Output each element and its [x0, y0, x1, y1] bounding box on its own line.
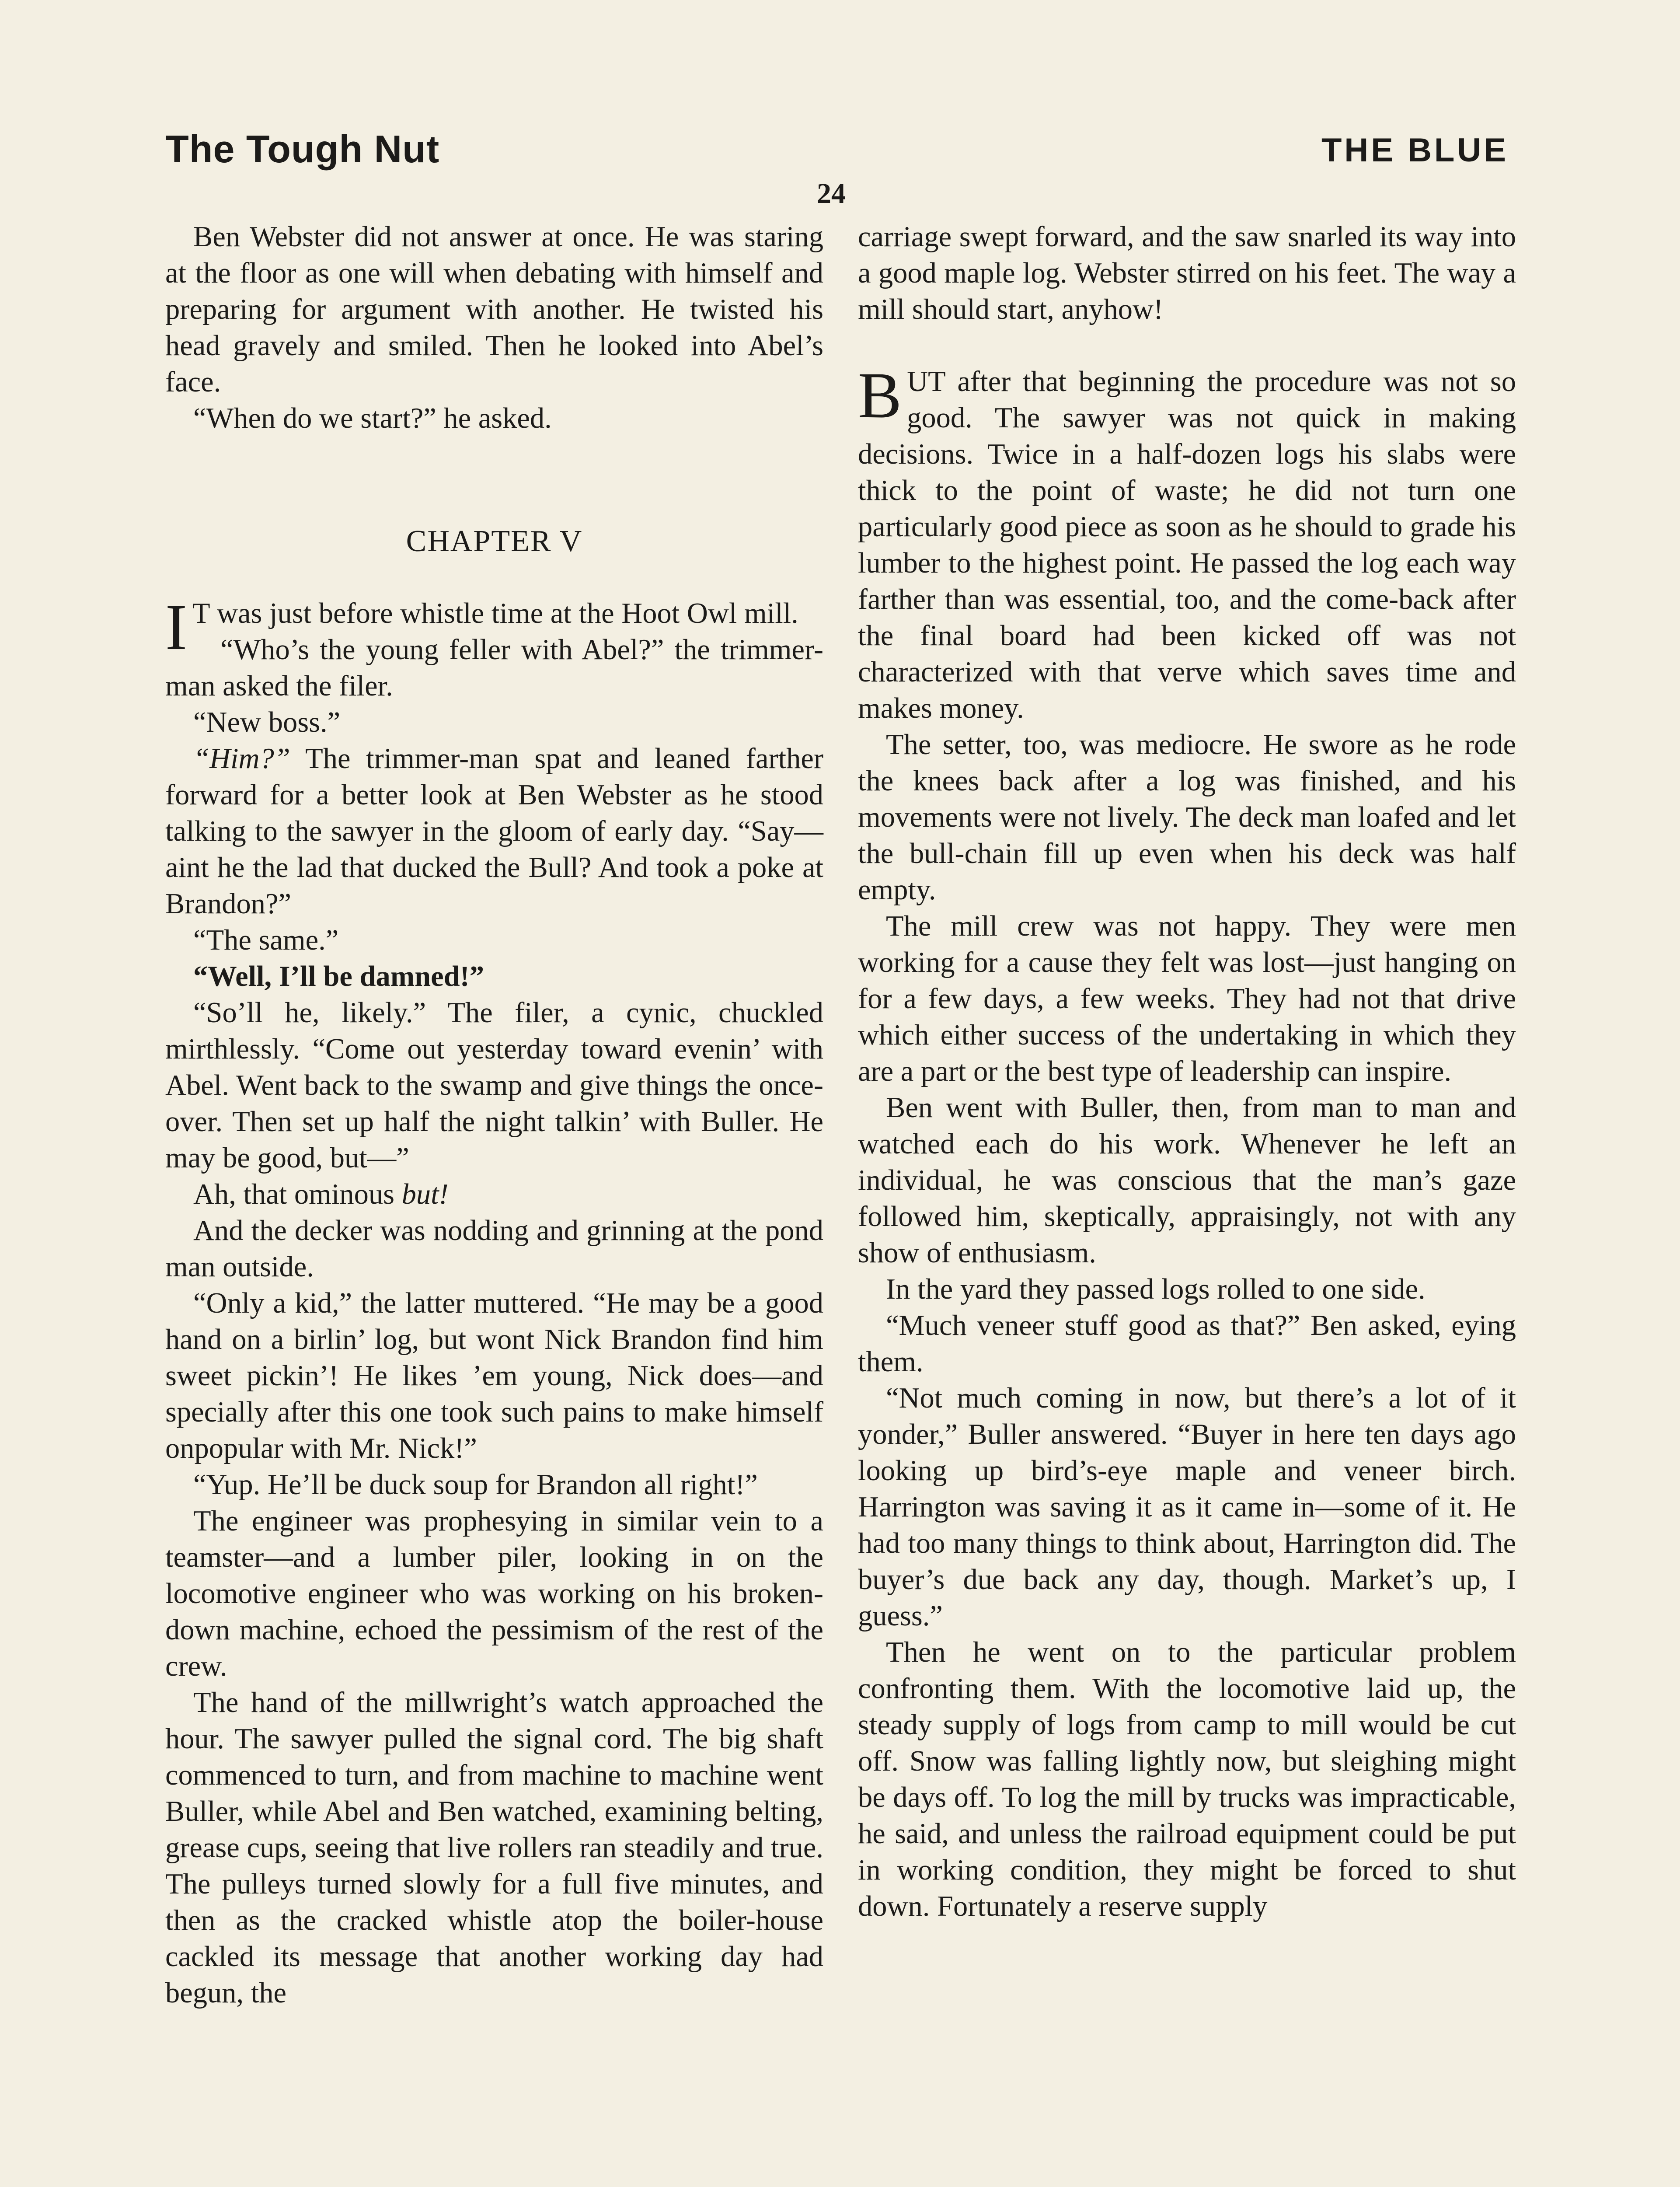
paragraph: carriage swept forward, and the saw snarled its way into a good maple log. Webster stirred on his feet. The way a mill should start, anyhow! — [858, 221, 1516, 325]
paragraph-with-dropcap — [165, 591, 823, 664]
drop-cap: B — [858, 359, 902, 432]
left-column — [165, 219, 823, 2011]
paragraph: The engineer was prophesying in similar vein to a teamster—and a lumber piler, looking in on the locomotive engineer who was working on his broken-down machine, echoed the pessimism of the rest of the crew. — [165, 1505, 823, 1682]
paragraph: The mill crew was not happy. They were men working for a cause they felt was lost—just hanging on for a few days, a few weeks. They had not that drive which either success of the undertaking in which they are a part or the best type of leadership can inspire. — [858, 910, 1516, 1087]
paragraph: Ben Webster did not answer at once. He was staring at the floor as one will when debating with himself and preparing for argument with another. He twisted his head gravely and smiled. Then he looked into Abel’s face. — [165, 221, 823, 398]
paragraph: Then he went on to the particular problem confronting them. With the locomotive laid up, the steady supply of logs from camp to mill would be cut off. Snow was falling lightly now, but sleighing might be days off. To log the mill by trucks was impracticable, he said, and unless the railroad equipment could be put in working condition, they might be forced to shut down. Fortunately a reserve supply — [858, 1636, 1516, 1922]
paragraph-text: UT after that beginning the procedure was not so good. The sawyer was not quick in making decisions. Twice in a half-dozen logs his slabs were thick to the point of waste; he did not turn one particularly good piece as soon as he should to grade his lumber to the highest point. He passed the log each way farther than was essential, too, and the come-back after the final board had been kicked off was not characterized with that verve which saves time and makes money. — [858, 366, 1516, 724]
paragraph: “So’ll he, likely.” The filer, a cynic, chuckled mirthlessly. “Come out yesterday toward evenin’ with Abel. Went back to the swamp and give things the once-over. Then set up half the night talkin’ with Buller. He may be good, but—” — [165, 997, 823, 1174]
italic-text: “Him?” — [193, 743, 290, 775]
paragraph: The setter, too, was mediocre. He swore as he rode the knees back after a log was finished, and his movements were not lively. The deck man loafed and let the bull-chain fill up even when his deck was half empty. — [858, 729, 1516, 906]
chapter-heading: CHAPTER V — [406, 524, 583, 558]
page-number: 24 — [817, 178, 846, 210]
paragraph: In the yard they passed logs rolled to one side. — [886, 1273, 1426, 1305]
paragraph — [165, 1176, 823, 1212]
drop-cap: I — [165, 591, 187, 664]
paragraph: “Who’s the young feller with Abel?” the trimmer-man asked the filer. — [165, 634, 823, 702]
paragraph: Ben went with Buller, then, from man to man and watched each do his work. Whenever he left an individual, he was conscious that the man’s gaze followed him, skeptically, appraisingly, not with any show of enthusiasm. — [858, 1092, 1516, 1269]
paragraph: “Much veneer stuff good as that?” Ben asked, eying them. — [858, 1310, 1516, 1378]
paragraph-with-dropcap — [858, 359, 1516, 727]
paragraph: “Only a kid,” the latter muttered. “He may be a good hand on a birlin’ log, but wont Nick Brandon find him sweet pickin’! He likes ’em young, Nick does—and specially after this one took such pains to make himself onpopular with Mr. Nick!” — [165, 1287, 823, 1464]
paragraph: “The same.” — [193, 924, 339, 956]
italic-text: but! — [401, 1178, 449, 1210]
right-column — [858, 219, 1516, 1925]
paragraph: “New boss.” — [193, 706, 341, 738]
paragraph — [165, 741, 823, 922]
paragraph: “When do we start?” he asked. — [193, 402, 552, 434]
paragraph: And the decker was nodding and grinning at the pond man outside. — [165, 1215, 823, 1283]
paragraph: “Yup. He’ll be duck soup for Brandon all right!” — [193, 1469, 758, 1501]
paragraph-text: T was just before whistle time at the Hoot Owl mill. — [192, 597, 798, 629]
paragraph: “Not much coming in now, but there’s a lot of it yonder,” Buller answered. “Buyer in here ten days ago looking up bird’s-eye maple and veneer birch. Harrington was saving it as it came in—some of it. He had too many things to think about, Harrington did. The buyer’s due back any day, though. Market’s up, I guess.” — [858, 1382, 1516, 1632]
story-title-header: The Tough Nut — [165, 127, 440, 171]
magazine-title-header: THE BLUE — [1321, 132, 1509, 169]
paragraph-text: Ah, that ominous — [193, 1178, 402, 1210]
paragraph: The hand of the millwright’s watch approached the hour. The sawyer pulled the signal cord. The big shaft commenced to turn, and from machine to machine went Buller, while Abel and Ben watched, examining belting, grease cups, seeing that live rollers ran steadily and true. The pulleys turned slowly for a full five minutes, and then as the cracked whistle atop the boiler-house cackled its message that another working day had begun, the — [165, 1687, 823, 2009]
paragraph: “Well, I’ll be damned!” — [193, 961, 484, 992]
section-break — [858, 328, 1516, 363]
paragraph-text: The trimmer-man spat and leaned farther forward for a better look at Ben Webster as he stood talking to the sawyer in the gloom of early day. “Say—aint he the lad that ducked the Bull? And took a poke at Brandon?” — [165, 743, 823, 920]
